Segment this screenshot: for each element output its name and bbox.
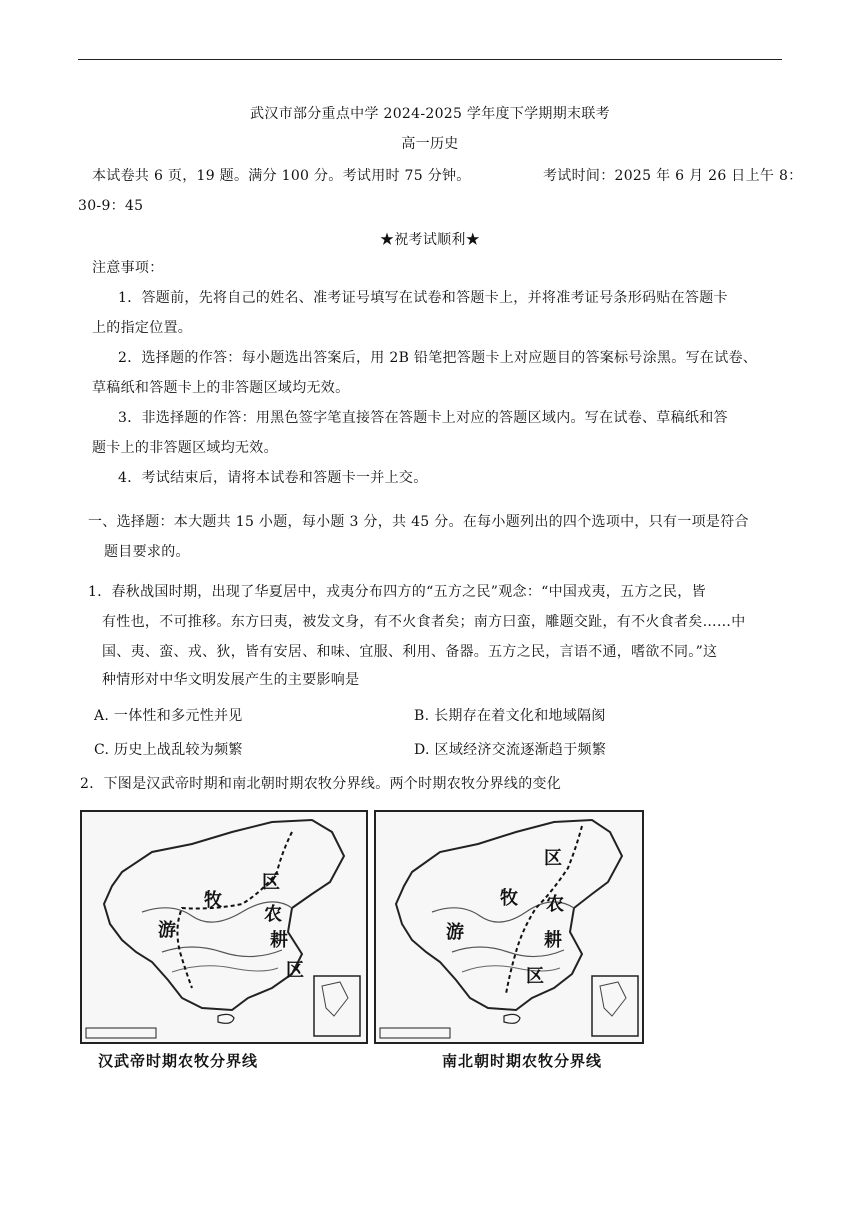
map-han-wudi-caption: 汉武帝时期农牧分界线 bbox=[98, 1052, 259, 1070]
map-han-wudi-drawing bbox=[82, 812, 366, 1042]
note-2-a: 2．选择题的作答：每小题选出答案后，用 2B 铅笔把答题卡上对应题目的答案标号涂黑。写在试卷、 bbox=[118, 350, 758, 366]
label-mu: 牧 bbox=[500, 888, 518, 909]
note-3-b: 题卡上的非答题区域均无效。 bbox=[92, 440, 278, 456]
label-you: 游 bbox=[446, 922, 464, 943]
q1-line-2: 有性也，不可推移。东方曰夷，被发文身，有不火食者矣；南方曰蛮，雕题交趾，有不火食者矣……中 bbox=[102, 614, 746, 630]
q1-option-d[interactable]: D. 区域经济交流逐渐趋于频繁 bbox=[414, 742, 607, 758]
map-southern-northern-caption: 南北朝时期农牧分界线 bbox=[442, 1052, 603, 1070]
map-southern-northern-drawing bbox=[376, 812, 642, 1042]
label-nong: 农 bbox=[264, 904, 282, 925]
subject-title: 高一历史 bbox=[401, 136, 459, 152]
label-qu-2: 区 bbox=[526, 966, 544, 987]
q1-option-c[interactable]: C. 历史上战乱较为频繁 bbox=[94, 742, 243, 758]
q1-option-b[interactable]: B. 长期存在着文化和地域隔阂 bbox=[414, 708, 606, 724]
label-qu-1: 区 bbox=[262, 872, 280, 893]
label-mu: 牧 bbox=[204, 890, 222, 911]
exam-info-right: 考试时间：2025 年 6 月 26 日上午 8： bbox=[543, 168, 803, 184]
label-qu-1: 区 bbox=[544, 848, 562, 869]
note-2-b: 草稿纸和答题卡上的非答题区域均无效。 bbox=[92, 380, 350, 396]
q1-option-a[interactable]: A. 一体性和多元性并见 bbox=[94, 708, 243, 724]
map-southern-northern bbox=[374, 810, 644, 1044]
note-4: 4．考试结束后，请将本试卷和答题卡一并上交。 bbox=[118, 470, 428, 486]
wish-text: ★祝考试顺利★ bbox=[379, 232, 481, 248]
section1-line-b: 题目要求的。 bbox=[104, 544, 190, 560]
note-3-a: 3．非选择题的作答：用黑色签字笔直接答在答题卡上对应的答题区域内。写在试卷、草稿纸和答 bbox=[118, 410, 728, 426]
q1-line-3: 国、夷、蛮、戎、狄，皆有安居、和味、宜服、利用、备器。五方之民，言语不通，嗜欲不同。”这 bbox=[102, 644, 718, 660]
note-1-b: 上的指定位置。 bbox=[92, 320, 193, 336]
exam-title: 武汉市部分重点中学 2024-2025 学年度下学期期末联考 bbox=[250, 106, 610, 122]
map-han-wudi bbox=[80, 810, 368, 1044]
label-you: 游 bbox=[158, 920, 176, 941]
notes-heading: 注意事项： bbox=[92, 260, 164, 276]
label-qu-2: 区 bbox=[286, 960, 304, 981]
note-1-a: 1．答题前，先将自己的姓名、准考证号填写在试卷和答题卡上，并将准考证号条形码贴在答题卡 bbox=[118, 290, 728, 306]
exam-info-cont: 30-9：45 bbox=[78, 198, 144, 214]
q1-line-1: 1．春秋战国时期，出现了华夏居中，戎夷分布四方的“五方之民”观念：“中国戎夷，五方之民，皆 bbox=[88, 584, 706, 600]
q2-stem: 2．下图是汉武帝时期和南北朝时期农牧分界线。两个时期农牧分界线的变化 bbox=[80, 776, 562, 792]
header-rule bbox=[78, 59, 782, 60]
label-nong: 农 bbox=[546, 894, 564, 915]
exam-info-left: 本试卷共 6 页，19 题。满分 100 分。考试用时 75 分钟。 bbox=[92, 168, 471, 184]
label-geng: 耕 bbox=[270, 930, 288, 951]
q2-maps bbox=[80, 810, 640, 1082]
q1-line-4: 种情形对中华文明发展产生的主要影响是 bbox=[102, 672, 360, 688]
section1-line-a: 一、选择题：本大题共 15 小题，每小题 3 分，共 45 分。在每小题列出的四个选项中，只有一项是符合 bbox=[88, 514, 749, 530]
label-geng: 耕 bbox=[544, 930, 562, 951]
